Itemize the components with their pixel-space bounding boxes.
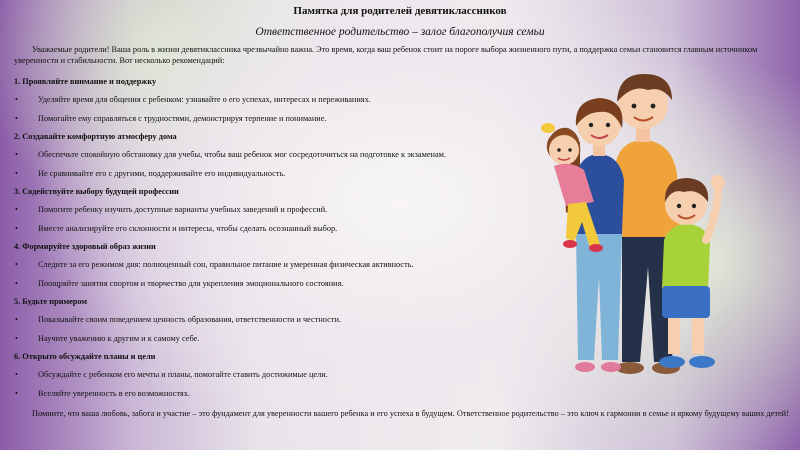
section-healthy-lifestyle: [14, 238, 514, 293]
list-item: • Помогите ребенку изучить доступные варианты учебных заведений и профессий.: [14, 201, 514, 220]
list-item: • Вселяйте уверенность в его возможностях.: [14, 385, 514, 404]
family-illustration-icon: [522, 62, 732, 398]
bullet: •: [15, 370, 18, 379]
bullet: •: [15, 333, 18, 343]
section-attention: [14, 73, 514, 128]
bullet: •: [15, 168, 18, 178]
intro-paragraph: Уважаемые родители! Ваша роль в жизни девятиклассника чрезвычайно важна. Это время, когда ваш ребенок стоит на пороге выбора жизненного пути, а поддержка семьи становится главным источником уверенности и стабильности. Вот несколько рекомендаций:: [14, 45, 758, 65]
page-subtitle: Ответственное родительство – залог благополучия семьи: [255, 26, 545, 38]
bullet: •: [15, 150, 18, 159]
section-heading: 5. Будьте примером: [14, 297, 88, 306]
list-item: • Вместе анализируйте его склонности и интересы, чтобы сделать осознанный выбор.: [14, 220, 514, 239]
bullet: •: [15, 388, 18, 398]
section-heading: 6. Открыто обсуждайте планы и цели: [14, 352, 156, 361]
list-item: • Обеспечьте спокойную обстановку для учебы, чтобы ваш ребенок мог сосредоточиться на подготовке к экзаменам.: [14, 146, 514, 165]
list-item: • Поощряйте занятия спортом и творчество для укрепления эмоционального состояния.: [14, 275, 514, 294]
bullet: •: [15, 278, 18, 288]
section-example: [14, 293, 514, 348]
boy-figure: [659, 175, 725, 368]
section-heading: 3. Содействуйте выбору будущей профессии: [14, 187, 179, 196]
bullet: •: [15, 205, 18, 214]
list-item: • Научите уважению к другим и к самому себе.: [14, 330, 514, 349]
bullet: •: [15, 113, 18, 123]
bullet: •: [15, 260, 18, 269]
list-item: • Следите за его режимом дня: полноценный сон, правильное питание и умеренная физическая активность.: [14, 256, 514, 275]
section-plans: [14, 348, 514, 403]
bullet: •: [15, 315, 18, 324]
bullet: •: [15, 223, 18, 233]
bullet: •: [15, 95, 18, 104]
section-heading: 1. Проявляйте внимание и поддержку: [14, 77, 157, 86]
list-item: • Показывайте своим поведением ценность образования, ответственности и честности.: [14, 311, 514, 330]
closing-paragraph: Помните, что ваша любовь, забота и участие – это фундамент для уверенности вашего ребенка и его успеха в будущем. Ответственное родительство – это ключ к гармонии в семье и яркому будущему ваших детей!: [32, 409, 789, 418]
page-title: Памятка для родителей девятиклассников: [293, 5, 507, 17]
list-item: • Не сравнивайте его с другими, поддерживайте его индивидуальность.: [14, 165, 514, 184]
list-item: • Помогайте ему справляться с трудностями, демонстрируя терпение и понимание.: [14, 110, 514, 129]
recommendations: [14, 73, 514, 403]
section-profession: [14, 183, 514, 238]
section-atmosphere: [14, 128, 514, 183]
section-heading: 4. Формируйте здоровый образ жизни: [14, 242, 156, 251]
section-heading: 2. Создавайте комфортную атмосферу дома: [14, 132, 177, 141]
list-item: • Обсуждайте с ребенком его мечты и планы, помогайте ставить достижимые цели.: [14, 366, 514, 385]
list-item: • Уделяйте время для общения с ребенком: узнавайте о его успехах, интересах и переживаниях.: [14, 91, 514, 110]
